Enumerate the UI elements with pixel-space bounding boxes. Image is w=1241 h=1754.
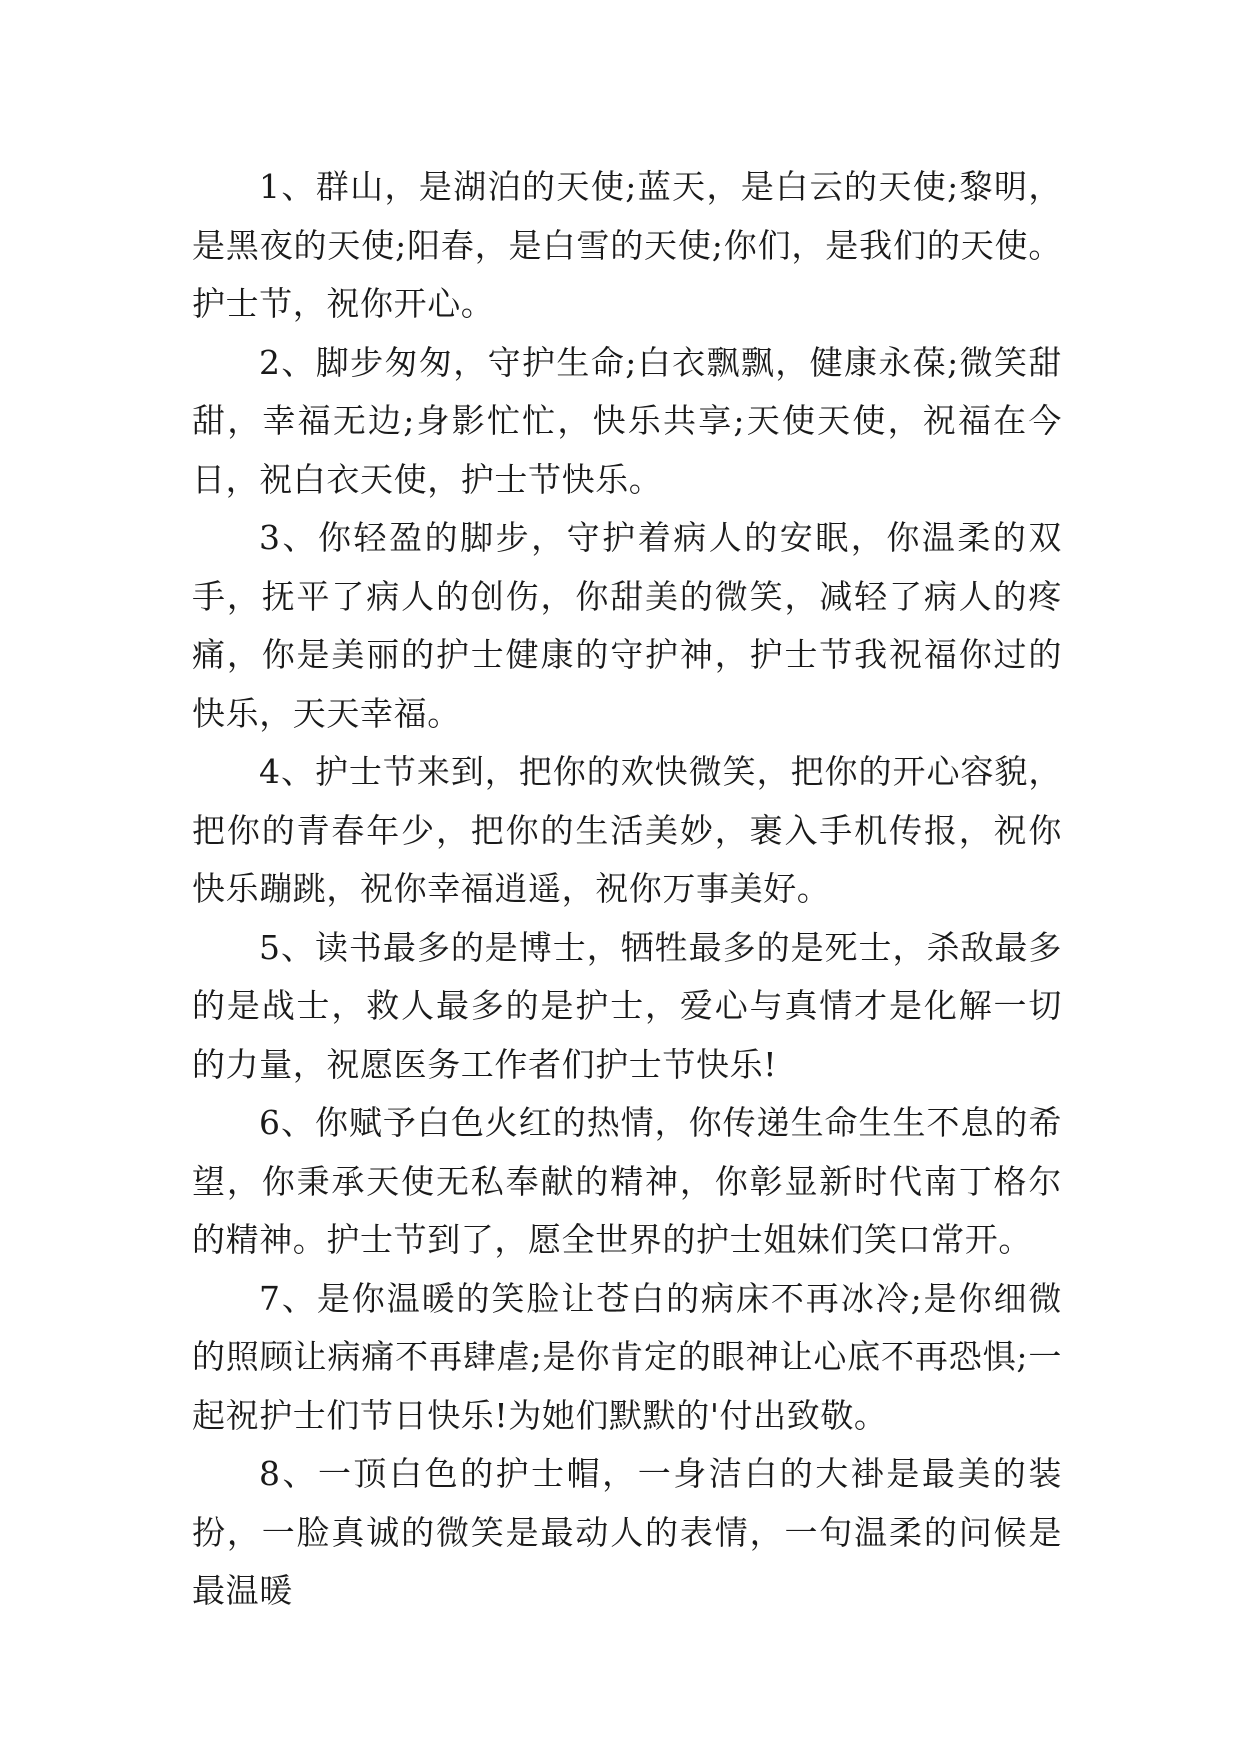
paragraph-3: 3、你轻盈的脚步，守护着病人的安眠，你温柔的双手，抚平了病人的创伤，你甜美的微笑，减轻了病人的疼痛，你是美丽的护士健康的守护神，护士节我祝福你过的快乐，天天幸福。	[192, 518, 1062, 733]
paragraph-8: 8、一顶白色的护士帽，一身洁白的大褂是最美的装扮，一脸真诚的微笑是最动人的表情，一句温柔的问候是最温暖	[192, 1454, 1062, 1610]
paragraph-7: 7、是你温暖的笑脸让苍白的病床不再冰冷;是你细微的照顾让病痛不再肆虐;是你肯定的眼神让心底不再恐惧;一起祝护士们节日快乐!为她们默默的'付出致敬。	[192, 1278, 1062, 1435]
paragraph-2: 2、脚步匆匆，守护生命;白衣飘飘，健康永葆;微笑甜甜，幸福无边;身影忙忙，快乐共享;天使天使，祝福在今日，祝白衣天使，护士节快乐。	[192, 342, 1062, 499]
paragraph-6: 6、你赋予白色火红的热情，你传递生命生生不息的希望，你秉承天使无私奉献的精神，你彰显新时代南丁格尔的精神。护士节到了，愿全世界的护士姐妹们笑口常开。	[192, 1103, 1062, 1259]
paragraph-4: 4、护士节来到，把你的欢快微笑，把你的开心容貌，把你的青春年少，把你的生活美妙，裹入手机传报，祝你快乐蹦跳，祝你幸福逍遥，祝你万事美好。	[192, 752, 1062, 908]
paragraph-5: 5、读书最多的是博士，牺牲最多的是死士，杀敌最多的是战士，救人最多的是护士，爱心与真情才是化解一切的力量，祝愿医务工作者们护士节快乐!	[192, 927, 1062, 1084]
paragraph-1: 1、群山，是湖泊的天使;蓝天，是白云的天使;黎明，是黑夜的天使;阳春，是白雪的天使;你们，是我们的天使。护士节，祝你开心。	[192, 167, 1062, 323]
document-body	[192, 158, 1062, 1621]
